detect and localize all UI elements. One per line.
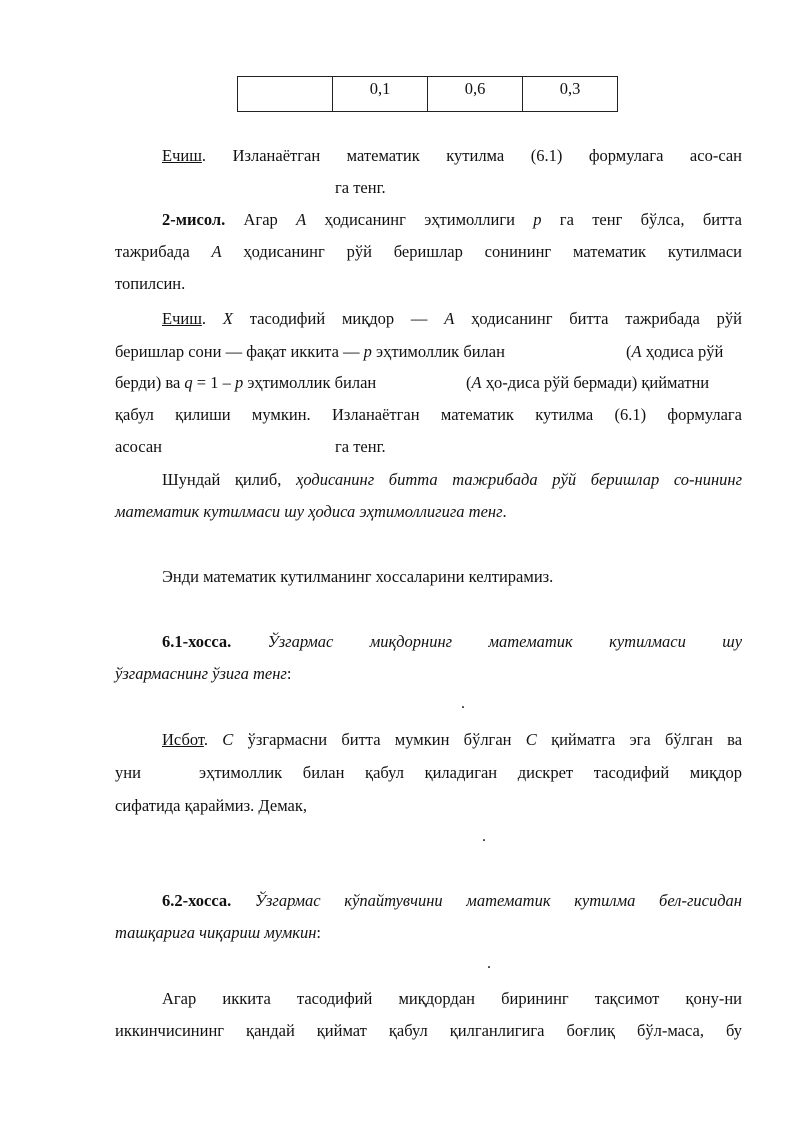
solution-label: Ечиш: [162, 146, 202, 165]
proof-label: Исбот: [162, 730, 204, 749]
table-cell: 0,3: [523, 77, 618, 112]
text-run: эҳтимоллик билан: [243, 373, 377, 392]
variable-p: p: [533, 210, 542, 229]
property-6-2-line: [115, 923, 742, 943]
text-run: ҳодисанинг рўй беришлар сонининг математик кутилмаси: [221, 242, 742, 261]
proof-line: сифатида қараймиз. Демак,: [115, 796, 307, 815]
proof-line: [162, 730, 742, 750]
text-run: тасодифий миқдор —: [232, 309, 445, 328]
example-2-line: [115, 242, 742, 262]
text-run: . Изланаётган математик кутилма (6.1) формулага асо-сан: [201, 146, 742, 165]
variable-c: C: [525, 730, 537, 749]
italic-run: Ўзгармас миқдорнинг математик кутилмаси шу: [267, 632, 743, 651]
property-6-1-line: [115, 664, 742, 684]
solution-label: Ечиш: [162, 309, 202, 328]
table-cell: 0,6: [428, 77, 523, 112]
text-run: га тенг бўлса, битта: [541, 210, 742, 229]
final-paragraph-line: иккинчисининг қандай қиймат қабул қилганлигига боғлиқ бўл-маса, бу: [115, 1021, 742, 1040]
paragraph-solution-2-line: асосан: [115, 437, 162, 456]
distribution-table: [237, 76, 618, 112]
variable-a: A: [444, 309, 455, 328]
italic-run: ҳодисанинг битта тажрибада рўй беришлар со-нининг: [296, 470, 742, 489]
variable-q: q: [184, 373, 193, 392]
formula-dot: .: [482, 828, 486, 845]
variable-x: X: [222, 309, 233, 328]
example-title: 2-мисол.: [162, 210, 226, 229]
text-run: :: [286, 664, 292, 683]
italic-run: Ўзгармас кўпайтувчини математик кутилма бел-гисидан: [254, 891, 742, 910]
paragraph-solution-2-line: [466, 373, 742, 393]
paragraph-solution-1-line: га тенг.: [335, 178, 386, 197]
final-paragraph-line: Агар иккита тасодифий миқдордан бирининг тақсимот қону-ни: [162, 989, 742, 1008]
variable-a: A: [211, 242, 222, 261]
text-run: беришлар сони — фақат иккита —: [115, 342, 364, 361]
italic-run: ташқарига чиқариш мумкин: [115, 923, 317, 942]
italic-run: математик кутилмаси шу ҳодиса эҳтимоллигига тенг: [115, 502, 503, 521]
table-cell: [238, 77, 333, 112]
text-run: берди) ва: [115, 373, 185, 392]
text-run: қийматга эга бўлган ва: [536, 730, 743, 749]
conclusion-line: [162, 470, 742, 490]
text-run: ўзгармасни битта мумкин бўлган: [233, 730, 526, 749]
property-6-1-line: [162, 632, 742, 652]
text-run: Агар: [225, 210, 297, 229]
table-cell: 0,1: [333, 77, 428, 112]
text-run: .: [203, 730, 223, 749]
formula-dot: .: [461, 695, 465, 712]
text-run: Шундай қилиб,: [162, 470, 296, 489]
conclusion-line: [115, 502, 742, 522]
property-title: 6.2-хосса.: [162, 891, 232, 910]
proof-line: уни: [115, 763, 141, 782]
paragraph-solution-2-line: қабул қилиши мумкин. Изланаётган математик кутилма (6.1) формулага: [115, 405, 742, 424]
variable-a: A: [296, 210, 307, 229]
variable-c: C: [222, 730, 234, 749]
text-run: = 1 –: [192, 373, 235, 392]
proof-line: эҳтимоллик билан қабул қиладиган дискрет тасодифий миқдор: [199, 763, 742, 782]
properties-intro: Энди математик кутилманинг хоссаларини келтирамиз.: [162, 567, 554, 586]
variable-p: p: [363, 342, 372, 361]
paragraph-solution-2-line: [162, 309, 742, 329]
example-2-line: топилсин.: [115, 274, 186, 293]
property-6-2-line: [162, 891, 742, 911]
italic-run: ўзгармаснинг ўзига тенг: [115, 664, 287, 683]
paragraph-solution-2-line: га тенг.: [335, 437, 386, 456]
formula-dot: .: [487, 955, 491, 972]
text-run: ҳодисанинг эҳтимоллиги: [306, 210, 534, 229]
text-run: ҳодисанинг битта тажрибада рўй: [454, 309, 743, 328]
table-row: [238, 77, 618, 112]
variable-a: A: [631, 342, 642, 361]
text-run: .: [502, 502, 507, 521]
property-title: 6.1-хосса.: [162, 632, 232, 651]
text-run: (: [626, 342, 632, 361]
text-run: (: [466, 373, 472, 392]
text-run: тажрибада: [115, 242, 212, 261]
variable-p: p: [234, 373, 244, 392]
text-run: ҳодиса рўй: [641, 342, 724, 361]
paragraph-solution-1-line: [162, 146, 742, 166]
text-run: ҳо-диса рўй бермади) қийматни: [481, 373, 710, 392]
text-run: .: [201, 309, 223, 328]
variable-a: A: [471, 373, 482, 392]
text-run: :: [316, 923, 321, 942]
text-run: эҳтимоллик билан: [371, 342, 505, 361]
paragraph-solution-2-line: [626, 342, 723, 362]
example-2-line: [162, 210, 742, 230]
